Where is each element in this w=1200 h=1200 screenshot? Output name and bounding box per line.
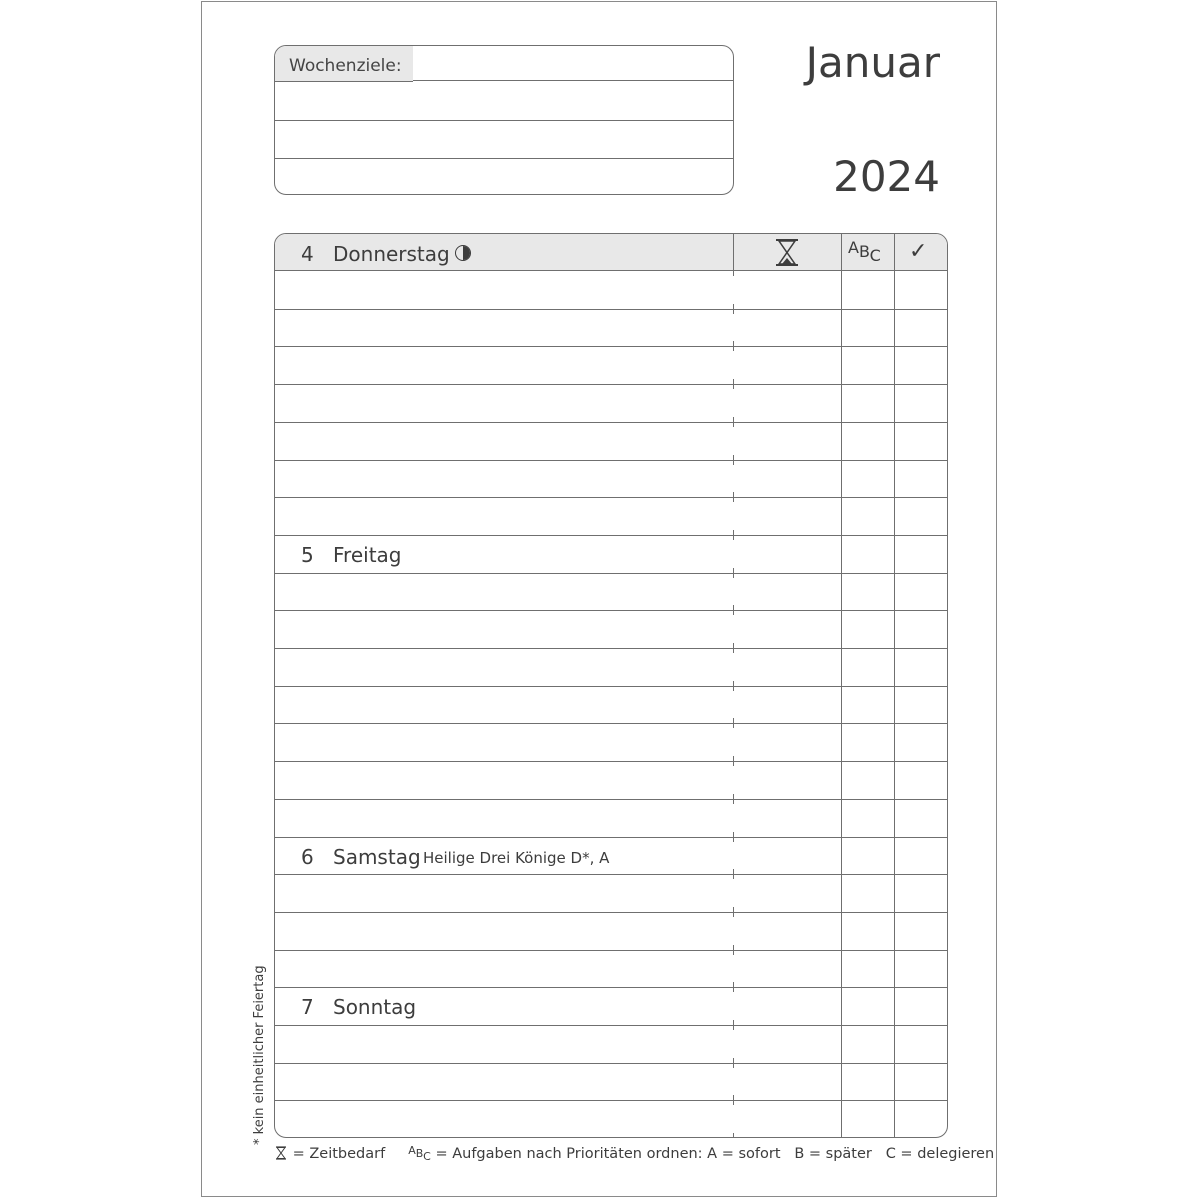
abc-c: C [423,1150,431,1163]
planner-row-line [275,1025,947,1026]
time-column-tick [733,1058,734,1068]
time-column-tick [733,417,734,427]
priority-legend: = Aufgaben nach Prioritäten ordnen: A = sofort B = später C = delegieren [435,1146,995,1162]
planner-row-line [275,912,947,913]
time-column-tick [733,1020,734,1030]
time-column-tick [733,832,734,842]
time-column-tick [733,907,734,917]
abc-b: B [858,242,870,261]
time-column-tick [733,681,734,691]
time-column-tick [733,945,734,955]
time-column-tick [733,1095,734,1105]
day-number: 7 [301,995,314,1019]
planner-row-line [275,309,947,310]
day-name: Samstag [333,845,421,869]
planner-row-line [275,761,947,762]
day-name: Freitag [333,543,402,567]
time-column-tick [733,982,734,992]
daily-planner-grid [274,233,948,1138]
planner-row-line [275,987,947,988]
time-column-tick [733,605,734,615]
time-column-tick [733,379,734,389]
goals-line-2 [275,158,733,159]
hourglass-icon [274,1146,288,1160]
planner-row-line [275,346,947,347]
goals-line-0 [413,80,733,81]
goals-line-1 [275,120,733,121]
day-name: Sonntag [333,995,417,1019]
day-number: 4 [301,242,314,266]
time-column-tick [733,718,734,728]
day-number: 5 [301,543,314,567]
time-column-tick [733,266,734,276]
time-column-tick [733,643,734,653]
planner-row-line [275,648,947,649]
planner-row-line [275,723,947,724]
weekly-goals-box [274,45,734,195]
priority-abc-label [848,238,881,265]
time-column-tick [733,455,734,465]
day-name: Donnerstag [333,242,450,266]
planner-row-line [275,799,947,800]
footnote-side: * kein einheitlicher Feiertag [252,965,267,1145]
time-column-tick [733,304,734,314]
planner-row-line [275,1100,947,1101]
year-title: 2024 [833,152,940,201]
abc-b: B [415,1147,424,1160]
time-column-tick [733,492,734,502]
time-column-tick [733,341,734,351]
day-number: 6 [301,845,314,869]
abc-a: A [848,238,859,257]
holiday-text: Heilige Drei Könige D*, A [423,849,610,867]
planner-row-line [275,573,947,574]
time-legend: = Zeitbedarf [292,1146,386,1162]
time-column-tick [733,568,734,578]
time-column-tick [733,756,734,766]
half-moon-icon [455,245,471,261]
abc-a: A [408,1144,416,1157]
planner-row-line [275,497,947,498]
planner-row-line [275,610,947,611]
time-column-tick [733,1133,734,1138]
weekly-goals-label: Wochenziele: [289,56,402,76]
month-title: Januar [805,38,940,87]
abc-legend-icon [408,1144,431,1163]
time-column-tick [733,794,734,804]
check-icon: ✓ [909,239,928,264]
planner-row-line [275,1063,947,1064]
planner-row-line [275,460,947,461]
hourglass-icon [772,237,802,268]
planner-row-line [275,384,947,385]
time-column-tick [733,869,734,879]
planner-row-line [275,535,947,536]
time-column-tick [733,530,734,540]
planner-row-line [275,874,947,875]
planner-row-line [275,686,947,687]
planner-row-line [275,422,947,423]
legend-footer [274,1146,994,1162]
abc-c: C [869,246,881,265]
planner-row-line [275,950,947,951]
weekly-goals-header [275,46,413,82]
planner-row-line [275,837,947,838]
